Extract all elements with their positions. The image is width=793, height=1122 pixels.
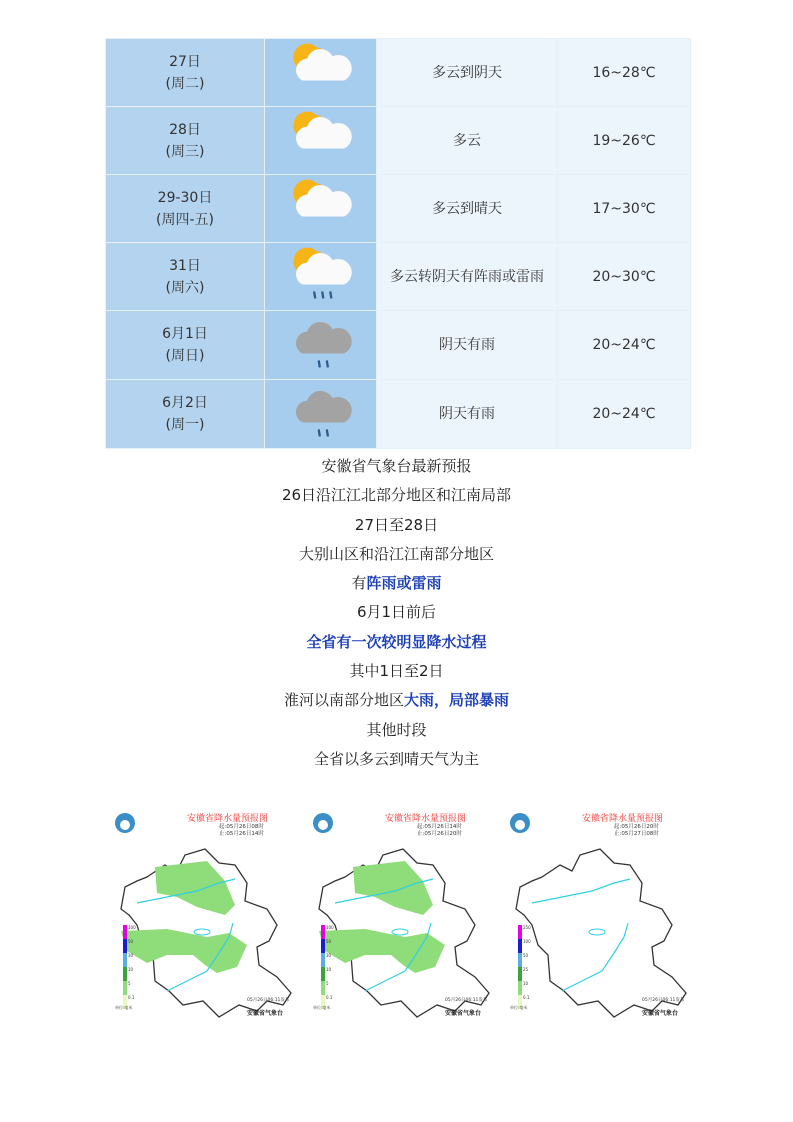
legend-label: 10 xyxy=(523,981,529,986)
map-start-time: 起:05月26日08时 xyxy=(219,824,264,830)
highlight-text: 全省有一次较明显降水过程 xyxy=(306,632,487,651)
date: 31日 xyxy=(169,257,201,274)
map-end-time: 止:05月27日08时 xyxy=(614,831,659,837)
legend-label: 250 xyxy=(523,925,531,930)
text-line xyxy=(0,569,793,598)
legend-swatch xyxy=(518,939,522,953)
weather-cell: 多云到晴天 xyxy=(377,175,558,243)
text-line: 其中1日至2日 xyxy=(349,662,444,681)
icon-cell xyxy=(265,243,377,311)
legend-label: 5 xyxy=(128,981,131,986)
legend-swatch xyxy=(518,953,522,967)
legend-swatch xyxy=(123,967,127,981)
date: 6月2日 xyxy=(162,395,208,411)
map-start-time: 起:05月26日20时 xyxy=(614,824,659,830)
rain-cloud-icon xyxy=(286,312,356,372)
forecast-row xyxy=(106,243,691,311)
date: 29-30日 xyxy=(157,189,213,206)
weekday: (周一) xyxy=(165,417,205,433)
legend-swatch xyxy=(518,967,522,981)
legend-swatch xyxy=(123,939,127,953)
legend-label: 30 xyxy=(326,953,332,958)
forecast-row xyxy=(106,39,691,107)
map-issued: 05月26日06:11发布 xyxy=(642,998,685,1003)
precipitation-map xyxy=(305,805,501,1023)
temp-cell: 17~30℃ xyxy=(558,175,691,243)
map-org: 安徽省气象台 xyxy=(642,1010,679,1017)
date-cell xyxy=(106,380,265,449)
legend-swatch xyxy=(123,981,127,995)
text-line: 6月1日前后 xyxy=(356,603,437,622)
map-org: 安徽省气象台 xyxy=(247,1010,284,1017)
temp-cell: 20~24℃ xyxy=(558,311,691,380)
legend-label: 50 xyxy=(523,953,529,958)
text-part: 有 xyxy=(351,574,367,593)
forecast-table xyxy=(105,38,691,449)
legend-label: 30 xyxy=(128,953,134,958)
forecast-row xyxy=(106,107,691,175)
legend-label: 100 xyxy=(523,939,531,944)
precipitation-map xyxy=(502,805,698,1023)
map-unit: 单位:毫米 xyxy=(115,1005,133,1010)
map-issued: 05月26日06:11发布 xyxy=(445,998,488,1003)
partly-cloudy-icon xyxy=(286,175,356,235)
text-part: 淮河以南部分地区 xyxy=(283,691,404,710)
weekday: (周二) xyxy=(165,75,205,92)
highlight-text: 大雨，局部暴雨 xyxy=(404,691,510,710)
map-end-time: 止:05月26日14时 xyxy=(219,831,264,837)
partly-cloudy-rain-icon xyxy=(286,243,356,303)
legend-swatch xyxy=(518,981,522,995)
weekday: (周三) xyxy=(165,143,205,160)
legend-label: 100 xyxy=(128,925,136,930)
map-title: 安徽省降水量预报图 xyxy=(582,814,664,824)
forecast-row xyxy=(106,175,691,243)
map-issued: 05月26日06:11发布 xyxy=(247,998,290,1003)
legend-swatch xyxy=(321,925,325,939)
weather-cell: 多云到阴天 xyxy=(377,39,558,107)
legend-label: 50 xyxy=(326,939,332,944)
legend-swatch xyxy=(123,953,127,967)
legend-swatch xyxy=(123,925,127,939)
legend-label: 5 xyxy=(326,981,329,986)
temp-cell: 19~26℃ xyxy=(558,107,691,175)
legend-label: 0.1 xyxy=(128,995,135,1000)
icon-cell xyxy=(265,107,377,175)
date: 28日 xyxy=(169,121,201,138)
weekday: (周六) xyxy=(165,279,205,296)
weekday: (周日) xyxy=(165,348,205,364)
precipitation-map xyxy=(107,805,303,1023)
weather-cell: 阴天有雨 xyxy=(377,380,558,449)
date-cell xyxy=(106,107,265,175)
temp-cell: 20~24℃ xyxy=(558,380,691,449)
weekday: (周四-五) xyxy=(156,211,214,228)
legend-label: 0.1 xyxy=(523,995,530,1000)
partly-cloudy-icon xyxy=(286,39,356,99)
legend-label: 0.1 xyxy=(326,995,333,1000)
province-outline xyxy=(516,849,686,1017)
weather-cell: 阴天有雨 xyxy=(377,311,558,380)
legend-swatch xyxy=(321,953,325,967)
icon-cell xyxy=(265,311,377,380)
legend-label: 10 xyxy=(326,967,332,972)
rain-cloud-icon xyxy=(286,381,356,441)
date-cell xyxy=(106,175,265,243)
weather-cell: 多云转阴天有阵雨或雷雨 xyxy=(377,243,558,311)
partly-cloudy-icon xyxy=(286,107,356,167)
legend-swatch xyxy=(321,939,325,953)
date: 27日 xyxy=(169,53,201,70)
temp-cell: 16~28℃ xyxy=(558,39,691,107)
icon-cell xyxy=(265,175,377,243)
map-org: 安徽省气象台 xyxy=(445,1010,482,1017)
icon-cell xyxy=(265,380,377,449)
icon-cell xyxy=(265,39,377,107)
map-title: 安徽省降水量预报图 xyxy=(187,814,269,824)
text-line: 26日沿江江北部分地区和江南局部 xyxy=(281,486,512,505)
text-line: 27日至28日 xyxy=(354,515,439,534)
highlight-text: 阵雨或雷雨 xyxy=(366,574,442,593)
map-end-time: 止:05月26日20时 xyxy=(417,831,462,837)
legend-label: 25 xyxy=(523,967,529,972)
legend-label: 50 xyxy=(128,939,134,944)
map-unit: 单位:毫米 xyxy=(510,1005,528,1010)
date-cell xyxy=(106,243,265,311)
date-cell xyxy=(106,311,265,380)
map-start-time: 起:05月26日14时 xyxy=(417,824,462,830)
forecast-row xyxy=(106,311,691,380)
text-line: 其他时段 xyxy=(366,720,427,739)
date: 6月1日 xyxy=(162,326,208,342)
weather-cell: 多云 xyxy=(377,107,558,175)
text-line: 大别山区和沿江江南部分地区 xyxy=(298,544,494,563)
forecast-text xyxy=(0,452,793,774)
map-title: 安徽省降水量预报图 xyxy=(385,814,467,824)
legend-swatch xyxy=(321,967,325,981)
legend-swatch xyxy=(518,925,522,939)
text-line xyxy=(0,686,793,715)
text-line: 安徽省气象台最新预报 xyxy=(321,457,472,475)
map-unit: 单位:毫米 xyxy=(313,1005,331,1010)
text-line: 全省以多云到晴天气为主 xyxy=(313,749,479,768)
legend-label: 100 xyxy=(326,925,334,930)
legend-swatch xyxy=(321,981,325,995)
forecast-row xyxy=(106,380,691,449)
date-cell xyxy=(106,39,265,107)
legend-label: 10 xyxy=(128,967,134,972)
temp-cell: 20~30℃ xyxy=(558,243,691,311)
